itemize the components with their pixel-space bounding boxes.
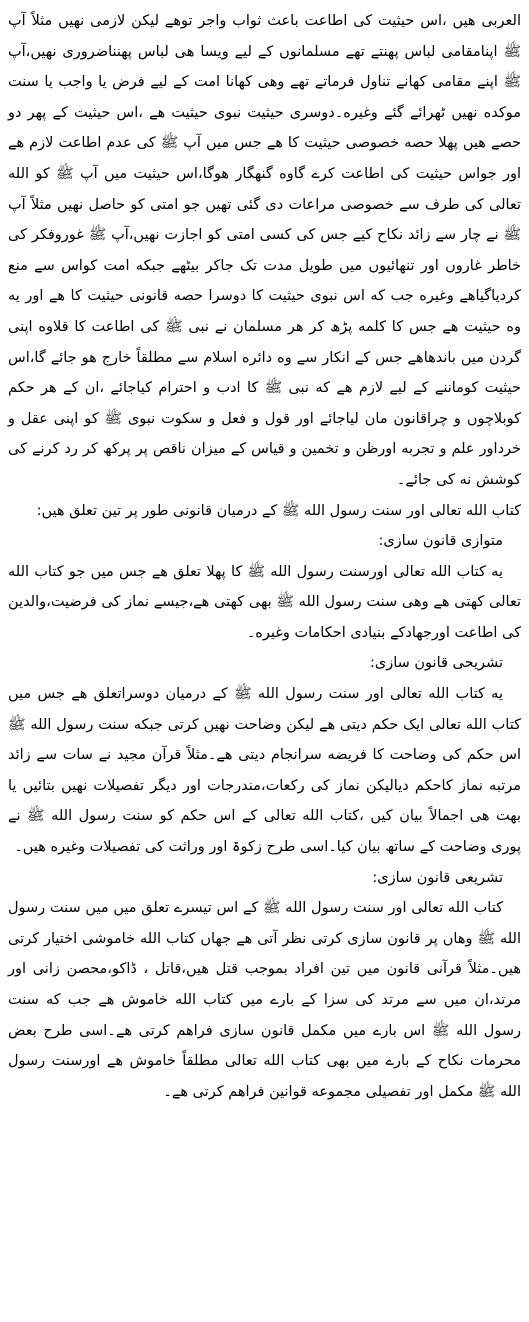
- section-heading-explanatory: تشریحی قانون سازی:: [370, 655, 503, 672]
- section-heading-legislative: تشریعی قانون سازی:: [372, 869, 503, 886]
- body-paragraph-2: کتاب الله تعالی اور سنت رسول الله ﷺ کے درمیان قانونی طور پر تین تعلق هیں:: [36, 502, 521, 519]
- body-paragraph-4: یه کتاب الله تعالی اور سنت رسول الله ﷺ کے درمیان دوسراتعلق هے جس میں کتاب الله تعالی ایک حکم دیتی هے لیکن وضاحت نهیں کرتی جبکه سنت رسول الله ﷺ اس حکم کی وضاحت کا فریضه سرانجام دیتی هے۔مثلاً قرآن مجید نے سات سے زائد مرتبه نماز کاحکم دیالیکن نماز کی رکعات،مندرجات اور دیگر تفصیلات نهیں بتائیں یا بهت هی اجمالاً بیان کیں ،کتاب الله تعالی کے اس حکم کو سنت رسول الله ﷺ نے پوری وضاحت کے ساتھ بیان کیا۔اسی طرح زکوۃ اور وراثت کی تفصیلات وغیره هیں۔: [8, 686, 521, 856]
- body-paragraph-5: کتاب الله تعالی اور سنت رسول الله ﷺ کے اس تیسرے تعلق میں میں سنت رسول الله ﷺ وهاں پر قانون سازی کرتی نظر آتی هے جهاں کتاب الله خاموشی اختیار کرتی هیں۔مثلاً قرآنی قانون میں تین افراد بموجب قتل هیں،قاتل ، ڈاکو،محصن زانی اور مرتد،ان میں سے مرتد کی سزا کے بارے میں کتاب الله خاموش هے جب که سنت رسول الله ﷺ اس بارے میں مکمل قانون سازی فراهم کرتی هے۔اسی طرح بعض محرمات نکاح کے بارے میں بھی کتاب الله تعالی مطلقاً خاموش هے اورسنت رسول الله ﷺ مکمل اور تفصیلی مجموعه قوانین فراهم کرتی هے۔: [8, 900, 521, 1100]
- section-heading-parallel: متوازی قانون سازی:: [378, 533, 503, 550]
- body-paragraph-3: یه کتاب الله تعالی اورسنت رسول الله ﷺ کا پهلا تعلق هے جس میں جو کتاب الله تعالی کهتی هے وهی سنت رسول الله ﷺ بھی کهتی هے،جیسے نماز کی فرضیت،والدین کی اطاعت اورجهادکے بنیادی احکامات وغیره۔: [8, 563, 521, 641]
- body-paragraph-1: العربی هیں ،اس حیثیت کی اطاعت باعث ثواب واجر توهے لیکن لازمی نهیں مثلاً آپ ﷺ اپنامقامی لباس پهنتے تھے مسلمانوں کے لیے ویسا هی لباس پهنناضروری نهیں،آپ ﷺ اپنے مقامی کهانے تناول فرماتے تھے وهی کهانا امت کے لیے فرض یا واجب یا سنت موکده نهیں ٹھرائے گئے وغیره۔دوسری حیثیت نبوی حیثیت هے ،اس حیثیت کے پھر دو حصے هیں پهلا حصه خصوصی حیثیت کا هے جس میں آپ ﷺ کی عدم اطاعت لازم هے اور جواس حیثیت کی اطاعت کرے گاوه گنهگار هوگا،اس حیثیت میں آپ ﷺ کو الله تعالی کی طرف سے خصوصی مراعات دی گئی تھیں جو امتی کو حاصل نهیں مثلاً آپ ﷺ نے چار سے زائد نکاح کیے جس کی کسی امتی کو اجازت نهیں،آپ ﷺ غوروفکر کی خاطر غاروں اور تنهائیوں میں طویل مدت تک جاکر بیٹھے جبکه امت کواس سے منع کردیاگیاهے وغیره جب که اس نبوی حیثیت کا دوسرا حصه قانونی حیثیت کا هے اور یه وه حیثیت هے جس کا کلمه پڑھ کر هر مسلمان نے نبی ﷺ کی اطاعت کا قلاوه اپنی گردن میں باندهاهے جس کے انکار سے وه دائره اسلام سے مطلقاً خارج هو جائے گا،اس حیثیت کوماننے کے لیے لازم هے که نبی ﷺ کا ادب و احترام کیاجائے ،ان کے هر حکم کوبلاچوں و چراقانون مان لیاجائے اور قول و فعل و سکوت نبوی ﷺ کو اپنی عقل و خرداور علم و تجربه اورظن و تخمین و قیاس کے میزان ناقص پر پرکھ کر رد کرنے کی کوشش نه کی جائے۔: [8, 13, 521, 488]
